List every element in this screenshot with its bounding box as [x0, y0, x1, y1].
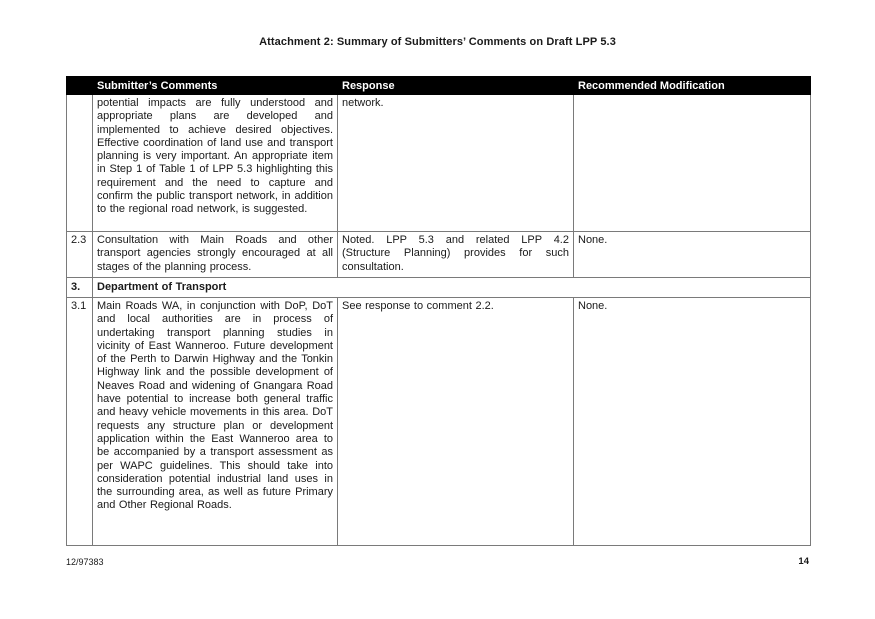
cell-number: 2.3 — [67, 232, 93, 278]
cell-modification: None. — [574, 232, 811, 278]
cell-response: Noted. LPP 5.3 and related LPP 4.2 (Structure Planning) provides for such consultation. — [338, 232, 574, 278]
cell-number: 3. — [67, 278, 93, 298]
table-section-row — [67, 278, 811, 298]
header-submitters-comments: Submitter’s Comments — [93, 77, 338, 95]
cell-comment: Consultation with Main Roads and other transport agencies strongly encouraged at all stages of the planning process. — [93, 232, 338, 278]
section-title: Department of Transport — [93, 278, 811, 298]
table-row — [67, 95, 811, 232]
header-number — [67, 77, 93, 95]
cell-number: 3.1 — [67, 298, 93, 546]
table-row — [67, 298, 811, 546]
footer-reference-number: 12/97383 — [66, 557, 104, 567]
header-recommended-modification: Recommended Modification — [574, 77, 811, 95]
table-row — [67, 232, 811, 278]
cell-comment: potential impacts are fully understood and appropriate plans are developed and implemented to achieve desired objectives. Effective coordination of land use and transport planning is very important. An appropriate item in Step 1 of Table 1 of LPP 5.3 highlighting this requirement and the need to capture and confirm the public transport network, in addition to the regional road network, is suggested. — [93, 95, 338, 232]
cell-response: See response to comment 2.2. — [338, 298, 574, 546]
page-title: Attachment 2: Summary of Submitters’ Comments on Draft LPP 5.3 — [259, 36, 616, 48]
footer-page-number: 14 — [798, 556, 809, 567]
cell-modification: None. — [574, 298, 811, 546]
table-header-row — [67, 77, 811, 95]
cell-modification — [574, 95, 811, 232]
cell-response: network. — [338, 95, 574, 232]
header-response: Response — [338, 77, 574, 95]
cell-number — [67, 95, 93, 232]
submitters-comments-table — [66, 76, 811, 546]
cell-comment: Main Roads WA, in conjunction with DoP, DoT and local authorities are in process of undertaking transport planning studies in vicinity of East Wanneroo. Future development of the Perth to Darwin Highway and the Tonkin Highway link and the possible development of Neaves Road and widening of Gnangara Road have potential to increase both general traffic and heavy vehicle movements in this area. DoT requests any structure plan or development application within the East Wanneroo area to be accompanied by a transport assessment as per WAPC guidelines. This should take into consideration potential industrial land uses in the surrounding area, as well as future Primary and Other Regional Roads. — [93, 298, 338, 546]
